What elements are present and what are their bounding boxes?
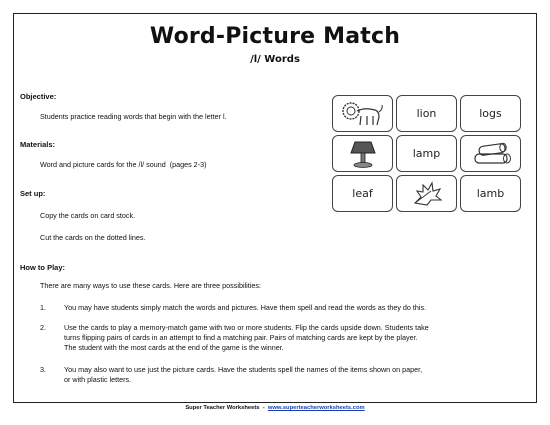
objective-text: Students practice reading words that begin with the letter l.	[40, 112, 227, 121]
word-card	[460, 95, 521, 132]
word-card	[332, 175, 393, 212]
footer-prefix: Super Teacher Worksheets -	[185, 405, 268, 411]
card-grid	[332, 95, 522, 212]
list-item-line: or with plastic letters.	[64, 375, 132, 384]
setup-line: Copy the cards on card stock.	[40, 211, 136, 220]
list-item-line: The student with the most cards at the end of the game is the winner.	[64, 343, 284, 352]
word-card	[396, 95, 457, 132]
list-item-line: You may also want to use just the picture cards. Have the students spell the names of the items shown on paper,	[64, 365, 423, 374]
objective-heading: Objective:	[20, 92, 57, 101]
lion-icon	[341, 99, 385, 129]
picture-card	[460, 135, 521, 172]
page-title: Word-Picture Match	[149, 24, 401, 49]
word-card	[460, 175, 521, 212]
how-to-play-heading: How to Play:	[20, 263, 66, 272]
list-item-line: You may have students simply match the words and pictures. Have them spell and read the words as they do this.	[64, 303, 427, 312]
picture-card	[332, 95, 393, 132]
page-subtitle: /l/ Words	[250, 54, 300, 65]
footer-link[interactable]: www.superteacherworksheets.com	[267, 405, 365, 411]
lamp-icon	[346, 139, 380, 169]
setup-heading: Set up:	[20, 189, 46, 198]
leaf-icon	[409, 179, 445, 209]
word-card-label: logs	[479, 107, 502, 120]
list-item-line: Use the cards to play a memory-match game with two or more students. Flip the cards upside down. Students take	[64, 323, 429, 332]
word-card-label: lamp	[412, 147, 441, 160]
word-card-label: lion	[416, 107, 437, 120]
footer	[0, 405, 550, 411]
list-item-line: turns flipping pairs of cards in an attempt to find a matching pair. Pairs of matching cards are kept by the player.	[64, 333, 418, 342]
word-card-label: lamb	[476, 187, 505, 200]
word-card-label: leaf	[352, 187, 373, 200]
how-to-play-intro: There are many ways to use these cards. Here are three possibilities:	[40, 281, 261, 290]
materials-text: Word and picture cards for the /l/ sound (pages 2-3)	[40, 160, 207, 169]
materials-heading: Materials:	[20, 140, 56, 149]
picture-card	[396, 175, 457, 212]
word-card	[396, 135, 457, 172]
setup-line: Cut the cards on the dotted lines.	[40, 233, 146, 242]
picture-card	[332, 135, 393, 172]
logs-icon	[469, 140, 513, 168]
list-item-number: 3.	[40, 365, 46, 374]
list-item-number: 2.	[40, 323, 46, 332]
list-item-number: 1.	[40, 303, 46, 312]
